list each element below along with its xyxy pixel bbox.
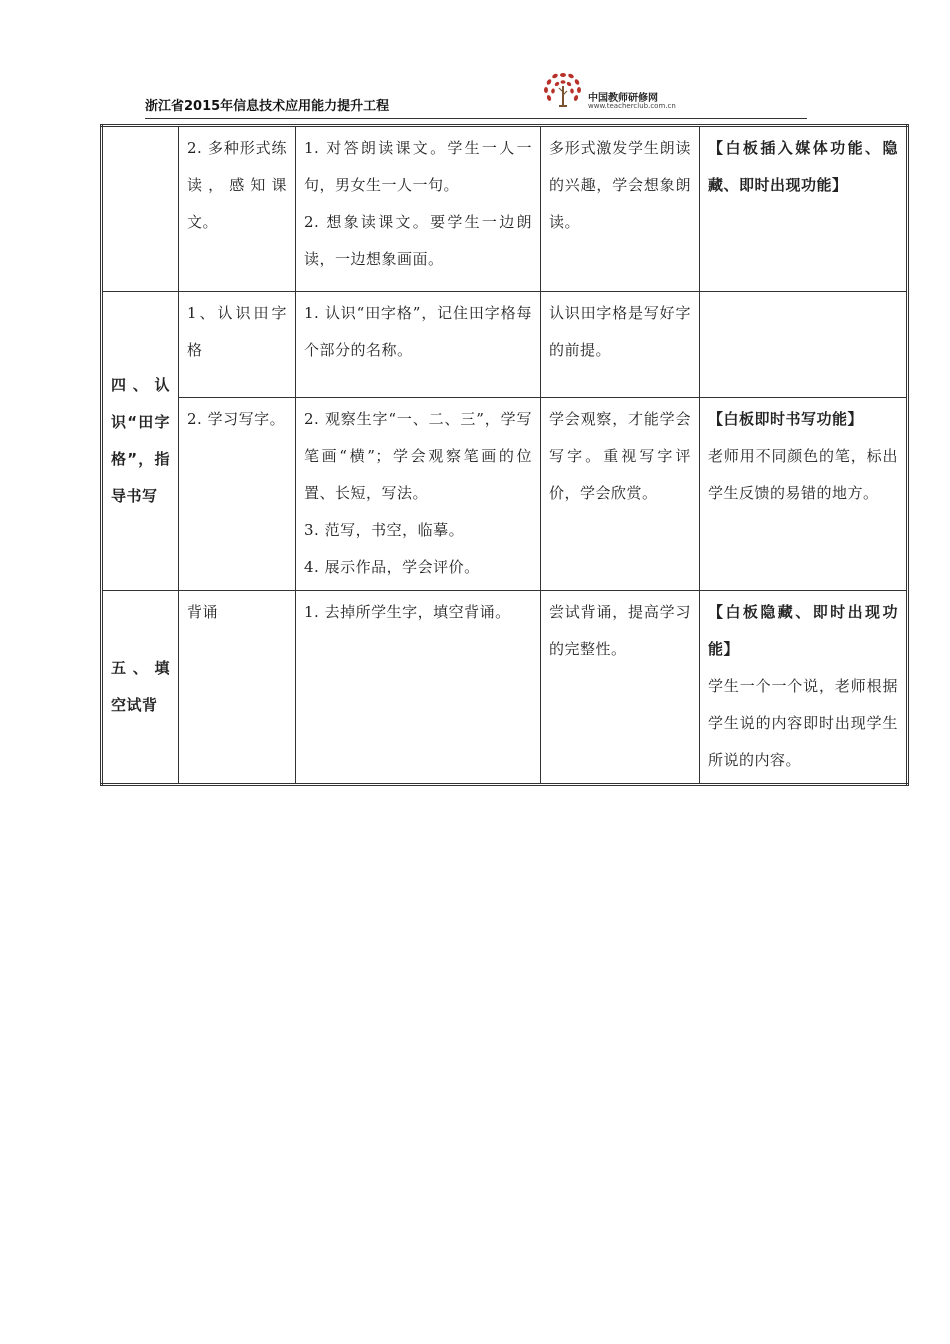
step-text: 2. 想象读课文。要学生一边朗读，一边想象画面。 (304, 213, 532, 268)
teacherclub-logo (540, 70, 680, 110)
whiteboard-feature-title: 【白板隐藏、即时出现功能】 (708, 603, 898, 658)
header-title: 浙江省2015年信息技术应用能力提升工程 (145, 99, 390, 114)
stage-cell: 五、填空试背 (102, 591, 179, 785)
table-row (102, 292, 908, 398)
activity-cell (179, 126, 296, 292)
whiteboard-cell (700, 398, 908, 591)
purpose-cell (541, 398, 700, 591)
activity-text: 背诵 (187, 603, 219, 621)
purpose-text: 学会观察，才能学会写字。重视写字评价，学会欣赏。 (549, 410, 691, 502)
whiteboard-cell (700, 591, 908, 785)
logo-text: 中国教师研修网 (588, 93, 658, 104)
purpose-text: 认识田字格是写好字的前提。 (549, 304, 691, 359)
step-text: 2. 观察生字“一、二、三”，学写笔画“横”；学会观察笔画的位置、长短，写法。 (304, 410, 532, 502)
purpose-cell (541, 292, 700, 398)
stage-cell: 四、认识“田字格”，指导书写 (102, 292, 179, 591)
logo-url: www.teacherclub.com.cn (588, 102, 676, 110)
activity-cell (179, 292, 296, 398)
page-header (145, 70, 807, 119)
step-text: 1. 认识“田字格”，记住田字格每个部分的名称。 (304, 304, 532, 359)
activity-text: 1、认识田字格 (187, 304, 287, 359)
activity-text: 2. 多种形式练读，感知课文。 (187, 139, 287, 231)
stage-cell (102, 126, 179, 292)
activity-cell (179, 398, 296, 591)
tree-logo-icon (540, 70, 586, 110)
lesson-plan-table (100, 124, 909, 786)
whiteboard-cell (700, 126, 908, 292)
whiteboard-feature-note: 老师用不同颜色的笔，标出学生反馈的易错的地方。 (708, 447, 898, 502)
step-text: 1. 去掉所学生字，填空背诵。 (304, 603, 511, 621)
activity-text: 2. 学习写字。 (187, 410, 286, 428)
steps-cell (296, 292, 541, 398)
table-row (102, 398, 908, 591)
steps-cell (296, 398, 541, 591)
activity-cell (179, 591, 296, 785)
steps-cell (296, 591, 541, 785)
whiteboard-cell (700, 292, 908, 398)
whiteboard-feature-title: 【白板即时书写功能】 (708, 410, 864, 428)
purpose-cell (541, 126, 700, 292)
whiteboard-feature-title: 【白板插入媒体功能、隐藏、即时出现功能】 (708, 139, 898, 194)
step-text: 4. 展示作品，学会评价。 (304, 558, 480, 576)
steps-cell (296, 126, 541, 292)
table-row (102, 126, 908, 292)
purpose-text: 多形式激发学生朗读的兴趣，学会想象朗读。 (549, 139, 691, 231)
whiteboard-feature-note: 学生一个一个说，老师根据学生说的内容即时出现学生所说的内容。 (708, 677, 898, 769)
purpose-cell (541, 591, 700, 785)
purpose-text: 尝试背诵，提高学习的完整性。 (549, 603, 691, 658)
table-row (102, 591, 908, 785)
step-text: 3. 范写，书空，临摹。 (304, 521, 465, 539)
step-text: 1. 对答朗读课文。学生一人一句，男女生一人一句。 (304, 139, 532, 194)
